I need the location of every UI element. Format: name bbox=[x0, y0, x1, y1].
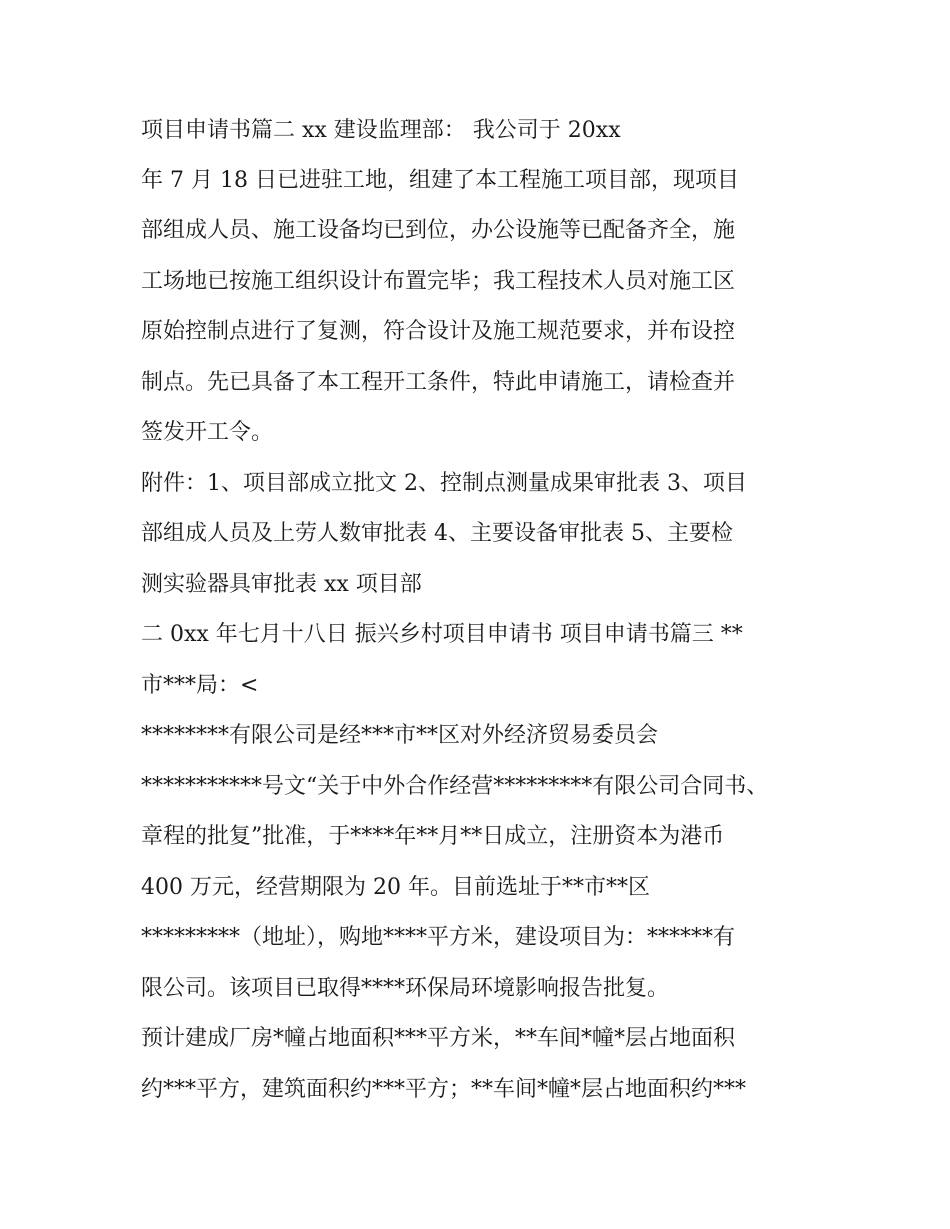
text-line: 约***平方，建筑面积约***平方；**车间*幢*层占地面积约*** bbox=[141, 1077, 747, 1102]
text-line: 测实验器具审批表 xx 项目部 bbox=[141, 572, 422, 597]
text-line: ********有限公司是经***市**区对外经济贸易委员会 bbox=[141, 723, 659, 748]
text-line: ***********号文“关于中外合作经营*********有限公司合同书、 bbox=[141, 774, 769, 799]
text-line: 制点。先已具备了本工程开工条件，特此申请施工，请检查并 bbox=[141, 370, 736, 395]
text-line: 签发开工令。 bbox=[141, 420, 274, 445]
text-line: 部组成人员及上劳人数审批表 4、主要设备审批表 5、主要检 bbox=[141, 521, 733, 546]
text-line: 400 万元，经营期限为 20 年。目前选址于**市**区 bbox=[141, 875, 650, 900]
text-line: 原始控制点进行了复测，符合设计及施工规范要求，并布设控 bbox=[141, 319, 736, 344]
text-line: 章程的批复”批准，于****年**月**日成立，注册资本为港币 bbox=[141, 824, 725, 849]
text-line: 市***局：< bbox=[141, 673, 259, 698]
text-line: 年 7 月 18 日已进驻工地，组建了本工程施工项目部，现项目 bbox=[141, 168, 739, 193]
text-line: 部组成人员、施工设备均已到位，办公设施等已配备齐全，施 bbox=[141, 218, 736, 243]
text-line: 预计建成厂房*幢占地面积***平方米，**车间*幢*层占地面积 bbox=[141, 1026, 736, 1051]
text-line: 项目申请书篇二 xx 建设监理部： 我公司于 20xx bbox=[141, 118, 621, 143]
text-line: 工场地已按施工组织设计布置完毕；我工程技术人员对施工区 bbox=[141, 269, 736, 294]
text-line: 附件：1、项目部成立批文 2、控制点测量成果审批表 3、项目 bbox=[141, 471, 747, 496]
text-line: 限公司。该项目已取得****环保局环境影响报告批复。 bbox=[141, 976, 670, 1001]
text-line: 二 0xx 年七月十八日 振兴乡村项目申请书 项目申请书篇三 ** bbox=[141, 622, 743, 647]
text-line: *********（地址），购地****平方米，建设项目为：******有 bbox=[141, 925, 736, 950]
